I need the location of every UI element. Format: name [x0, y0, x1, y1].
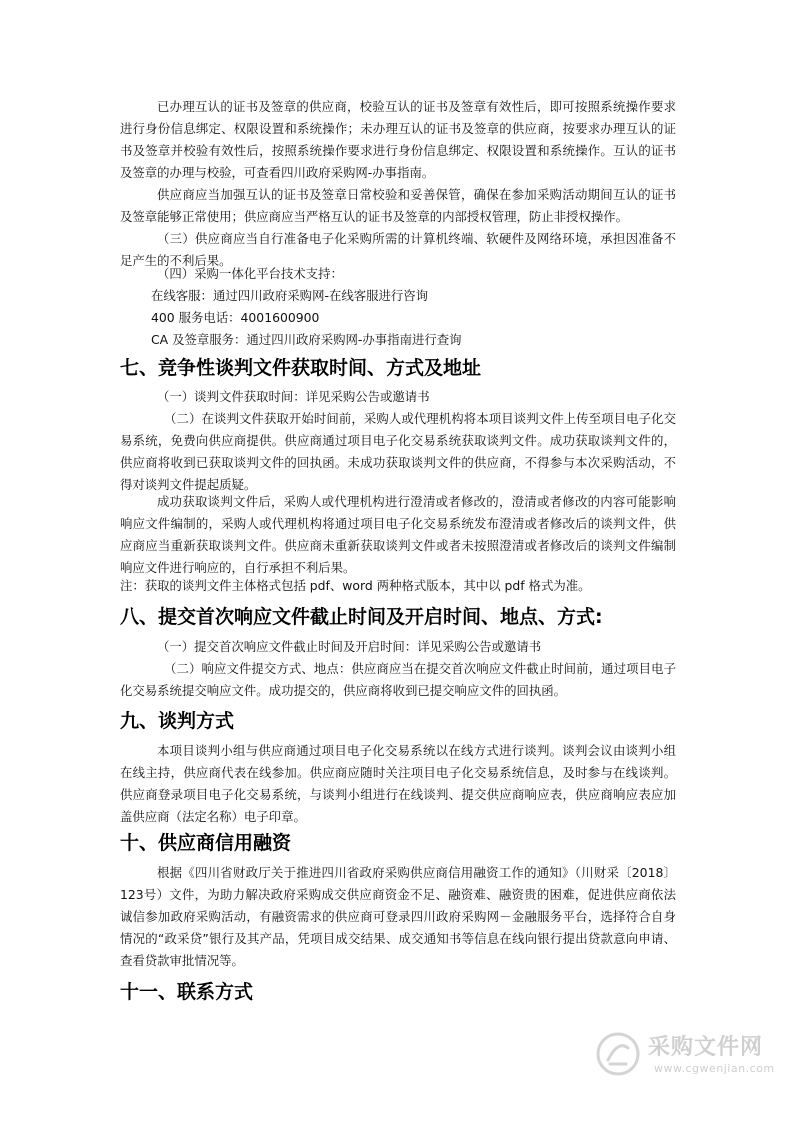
section-7-clarification: 成功获取谈判文件后，采购人或代理机构进行澄清或者修改的，澄清或者修改的内容可能影响响应文件编制的，采购人或代理机构将通过项目电子化交易系统发布澄清或者修改后的谈判文件，供应商应当重新获取谈判文件。供应商未重新获取谈判文件或者未按照澄清或者修改后的谈判文件编制响应文件进行响应的，自行承担不利后果。: [120, 494, 676, 575]
section-10-paragraph: 根据《四川省财政厅关于推进四川省政府采购供应商信用融资工作的通知》（川财采〔2018〕123号）文件，为助力解决政府采购成交供应商资金不足、融资难、融资贵的困难，促进供应商依法诚信参加政府采购活动，有融资需求的供应商可登录四川政府采购网－金融服务平台，选择符合自身情况的“政采贷”银行及其产品，凭项目成交结果、成交通知书等信息在线向银行提出贷款意向申请、查看贷款审批情况等。: [120, 865, 676, 968]
watermark-title: 采购文件网: [648, 1035, 764, 1060]
ca-service-line: CA 及签章服务：通过四川政府采购网-办事指南进行查询: [151, 332, 462, 347]
section-8-heading: 八、提交首次响应文件截止时间及开启时间、地点、方式:: [120, 606, 603, 628]
paragraph-equipment: （三）供应商应当自行准备电子化采购所需的计算机终端、软硬件及网络环境，承担因准备不足产生的不利后果。: [120, 231, 676, 268]
paragraph-cert-safekeeping: 供应商应当加强互认的证书及签章日常校验和妥善保管，确保在参加采购活动期间互认的证书及签章能够正常使用；供应商应当严格互认的证书及签章的内部授权管理，防止非授权操作。: [120, 187, 676, 224]
paragraph-tech-support: （四）采购一体化平台技术支持：: [157, 266, 343, 281]
online-service-line: 在线客服：通过四川政府采购网-在线客服进行咨询: [151, 288, 429, 303]
paragraph-mutual-cert: 已办理互认的证书及签章的供应商，校验互认的证书及签章有效性后，即可按照系统操作要求进行身份信息绑定、权限设置和系统操作；未办理互认的证书及签章的供应商，按要求办理互认的证书及签章并校验有效性后，按照系统操作要求进行身份信息绑定、权限设置和系统操作。互认的证书及签章的办理与校验，可查看四川政府采购网-办事指南。: [120, 99, 676, 180]
section-7-item-2: （二）在谈判文件获取开始时间前，采购人或代理机构将本项目谈判文件上传至项目电子化交易系统，免费向供应商提供。供应商通过项目电子化交易系统获取谈判文件。成功获取谈判文件的，供应商将收到已获取谈判文件的回执函。未成功获取谈判文件的供应商，不得参与本次采购活动，不得对谈判文件提起质疑。: [120, 411, 676, 492]
section-9-paragraph: 本项目谈判小组与供应商通过项目电子化交易系统以在线方式进行谈判。谈判会议由谈判小组在线主持，供应商代表在线参加。供应商应随时关注项目电子化交易系统信息，及时参与在线谈判。供应商登录项目电子化交易系统，与谈判小组进行在线谈判、提交供应商响应表，供应商响应表应加盖供应商（法定名称）电子印章。: [120, 743, 676, 824]
service-phone-line: 400 服务电话：4001600900: [151, 310, 320, 325]
watermark: [594, 1026, 784, 1086]
section-8-item-1: （一）提交首次响应文件截止时间及开启时间：详见采购公告或邀请书: [157, 639, 542, 654]
section-11-heading: 十一、联系方式: [120, 981, 254, 1003]
section-7-item-1: （一）谈判文件获取时间：详见采购公告或邀请书: [157, 389, 430, 404]
section-7-note: 注：获取的谈判文件主体格式包括 pdf、word 两种格式版本，其中以 pdf 格式为准。: [120, 578, 591, 593]
watermark-logo-icon: [594, 1030, 642, 1078]
section-7-heading: 七、竞争性谈判文件获取时间、方式及地址: [120, 357, 482, 379]
section-8-item-2: （二）响应文件提交方式、地点：供应商应当在提交首次响应文件截止时间前，通过项目电子化交易系统提交响应文件。成功提交的，供应商将收到已提交响应文件的回执函。: [120, 661, 676, 698]
watermark-url: www.cgwenjian.com: [654, 1062, 775, 1075]
section-10-heading: 十、供应商信用融资: [120, 832, 292, 854]
section-9-heading: 九、谈判方式: [120, 710, 235, 732]
